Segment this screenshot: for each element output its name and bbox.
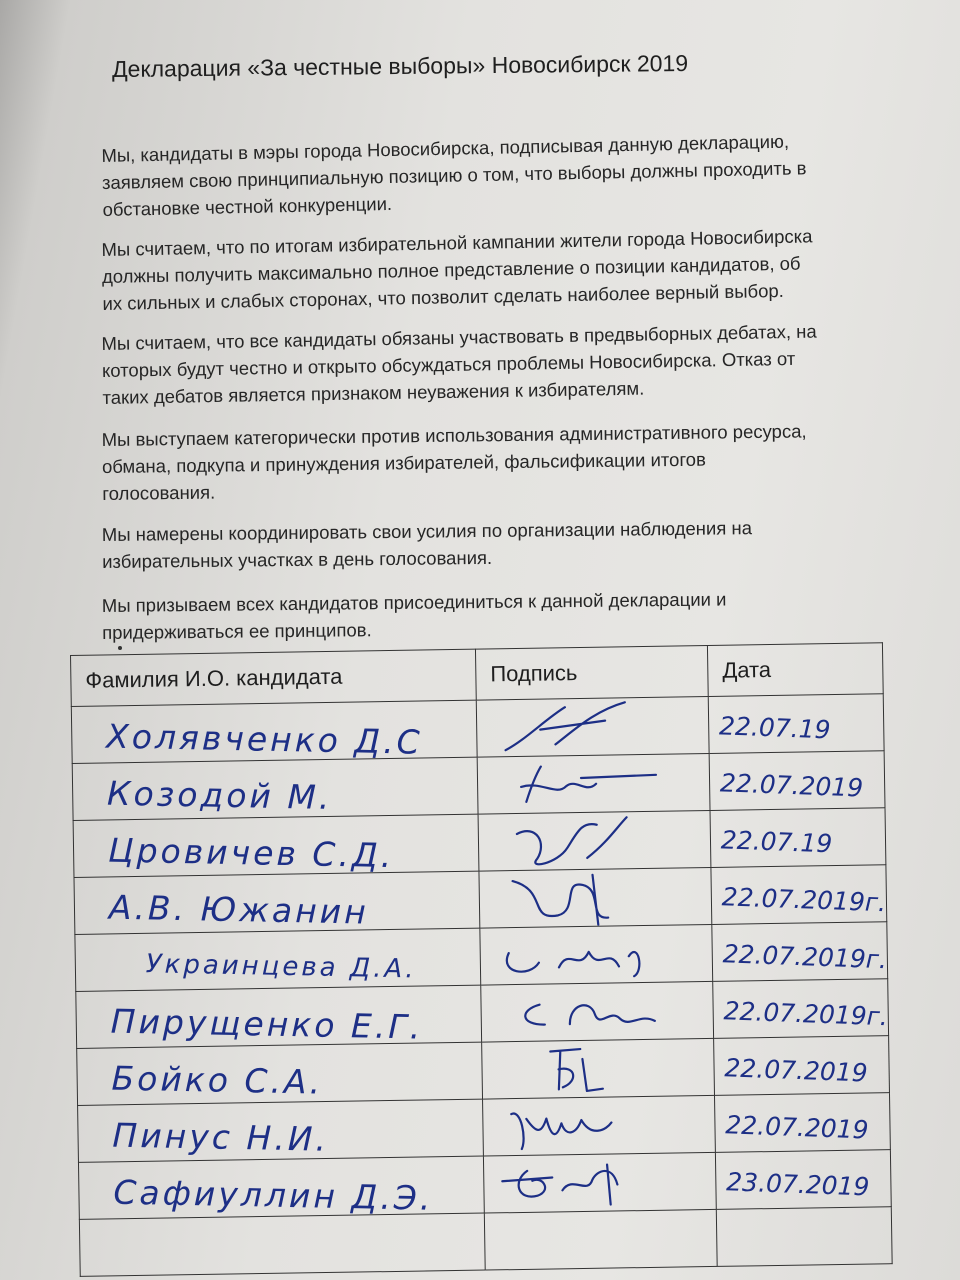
- name-cell: [78, 1156, 484, 1219]
- paragraph-line: которых будут честно и открыто обсуждаться проблемы Новосибирска. Отказ от: [101, 347, 796, 381]
- name-cell: [79, 1213, 485, 1276]
- header-date: Дата: [707, 643, 883, 697]
- name-cell: [78, 1099, 484, 1162]
- handwritten-name: [80, 1248, 484, 1256]
- handwritten-date: 22.07.2019г.: [723, 995, 889, 1031]
- handwritten-signature: [491, 1096, 692, 1155]
- date-cell: [715, 1150, 891, 1210]
- handwritten-name: Украинцева Д.А.: [145, 949, 417, 985]
- paragraph-line: избирательных участках в день голосования.: [102, 546, 493, 572]
- date-cell: [708, 694, 884, 754]
- handwritten-name: Козодой М.: [106, 773, 333, 817]
- handwritten-name: Холявченко Д.С: [105, 716, 424, 762]
- paragraph-line: обстановке честной конкуренции.: [102, 192, 393, 220]
- handwritten-name: Пирущенко Е.Г.: [110, 1001, 424, 1047]
- signature-cell: [478, 810, 711, 871]
- handwritten-signature: [486, 754, 687, 813]
- handwritten-signature: [487, 811, 688, 870]
- paragraph-2: [101, 221, 902, 317]
- name-cell: [72, 757, 478, 820]
- ink-dot: [118, 646, 122, 650]
- handwritten-date: 23.07.2019: [725, 1166, 870, 1202]
- signature-cell: [479, 867, 712, 928]
- paragraph-line: Мы, кандидаты в мэры города Новосибирска, подписывая данную декларацию,: [101, 130, 790, 167]
- paragraph-line: Мы выступаем категорически против использования административного ресурса,: [101, 420, 807, 451]
- handwritten-signature: [490, 1039, 691, 1098]
- date-cell: [714, 1036, 890, 1096]
- handwritten-name: Пинус Н.И.: [112, 1115, 330, 1159]
- paragraph-4: [102, 416, 903, 507]
- signature-table-wrapper: [70, 642, 893, 1276]
- name-cell: [71, 700, 477, 763]
- name-cell: [74, 871, 480, 934]
- paragraph-line: Мы считаем, что все кандидаты обязаны участвовать в предвыборных дебатах, на: [101, 320, 817, 355]
- handwritten-date: 22.07.19: [718, 710, 831, 744]
- handwritten-signature: [487, 868, 688, 927]
- signature-cell: [483, 1095, 716, 1156]
- paragraph-3: [101, 316, 902, 411]
- handwritten-date: 22.07.2019г.: [721, 881, 887, 917]
- handwritten-signature: [485, 697, 686, 756]
- handwritten-name: Сафиуллин Д.Э.: [113, 1172, 434, 1218]
- paragraph-6: [102, 584, 903, 646]
- signature-cell: [481, 981, 714, 1042]
- paragraph-1: [101, 125, 903, 223]
- paragraph-line: должны получить максимально полное представление о позиции кандидатов, об: [101, 252, 801, 287]
- handwritten-name: Бойко С.А.: [111, 1058, 324, 1102]
- handwritten-date: 22.07.2019: [724, 1109, 870, 1145]
- date-cell: [716, 1207, 892, 1267]
- handwritten-name: Цровичев С.Д.: [107, 830, 395, 875]
- signature-cell: [477, 753, 710, 814]
- date-cell: [714, 1093, 890, 1153]
- handwritten-date: 22.07.2019: [724, 1052, 869, 1088]
- paragraph-line: Мы призываем всех кандидатов присоединиться к данной декларации и: [101, 588, 727, 617]
- date-cell: [711, 865, 887, 925]
- date-cell: [709, 751, 885, 811]
- paragraph-line: таких дебатов является признаком неуважения к избирателям.: [102, 377, 645, 408]
- paragraph-line: их сильных и слабых сторонах, что позволит сделать наиболее верный выбор.: [102, 279, 785, 314]
- paragraph-line: Мы считаем, что по итогам избирательной кампании жители города Новосибирска: [101, 225, 813, 261]
- handwritten-name: А.В. Южанин: [108, 887, 370, 932]
- paragraph-line: обмана, подкупа и принуждения избирателей, фальсификации итогов: [101, 448, 706, 477]
- handwritten-date: 22.07.2019г.: [722, 938, 888, 974]
- handwritten-date: 22.07.19: [720, 824, 833, 858]
- date-cell: [713, 979, 889, 1039]
- paragraph-line: заявляем свою принципиальную позицию о том, что выборы должны проходить в: [101, 157, 807, 193]
- name-cell: [76, 985, 482, 1048]
- name-cell: [73, 814, 479, 877]
- signature-table: [70, 642, 893, 1276]
- handwritten-date: 22.07.2019: [719, 767, 864, 803]
- handwritten-signature: [488, 925, 689, 984]
- handwritten-signature: [492, 1153, 693, 1212]
- signature-cell: [483, 1152, 716, 1213]
- date-cell: [712, 922, 888, 982]
- date-cell: [710, 808, 886, 868]
- handwritten-date: [717, 1238, 891, 1244]
- name-cell: [75, 928, 481, 991]
- document-title: Декларация «За честные выборы» Новосибирск 2019: [111, 49, 689, 82]
- paragraph-5: [102, 513, 903, 575]
- header-signature: Подпись: [475, 645, 708, 700]
- paragraph-line: придерживаться ее принципов.: [102, 619, 372, 643]
- paragraph-line: голосования.: [102, 481, 216, 504]
- table-row-empty: [79, 1207, 892, 1277]
- signature-cell: [476, 696, 709, 757]
- header-candidate-name: Фамилия И.О. кандидата: [71, 649, 477, 706]
- signature-cell: [484, 1209, 717, 1269]
- signature-cell: [480, 924, 713, 985]
- name-cell: [77, 1042, 483, 1105]
- signature-cell: [482, 1038, 715, 1099]
- paragraph-line: Мы намерены координировать свои усилия по организации наблюдения на: [101, 517, 753, 546]
- handwritten-signature: [489, 982, 690, 1041]
